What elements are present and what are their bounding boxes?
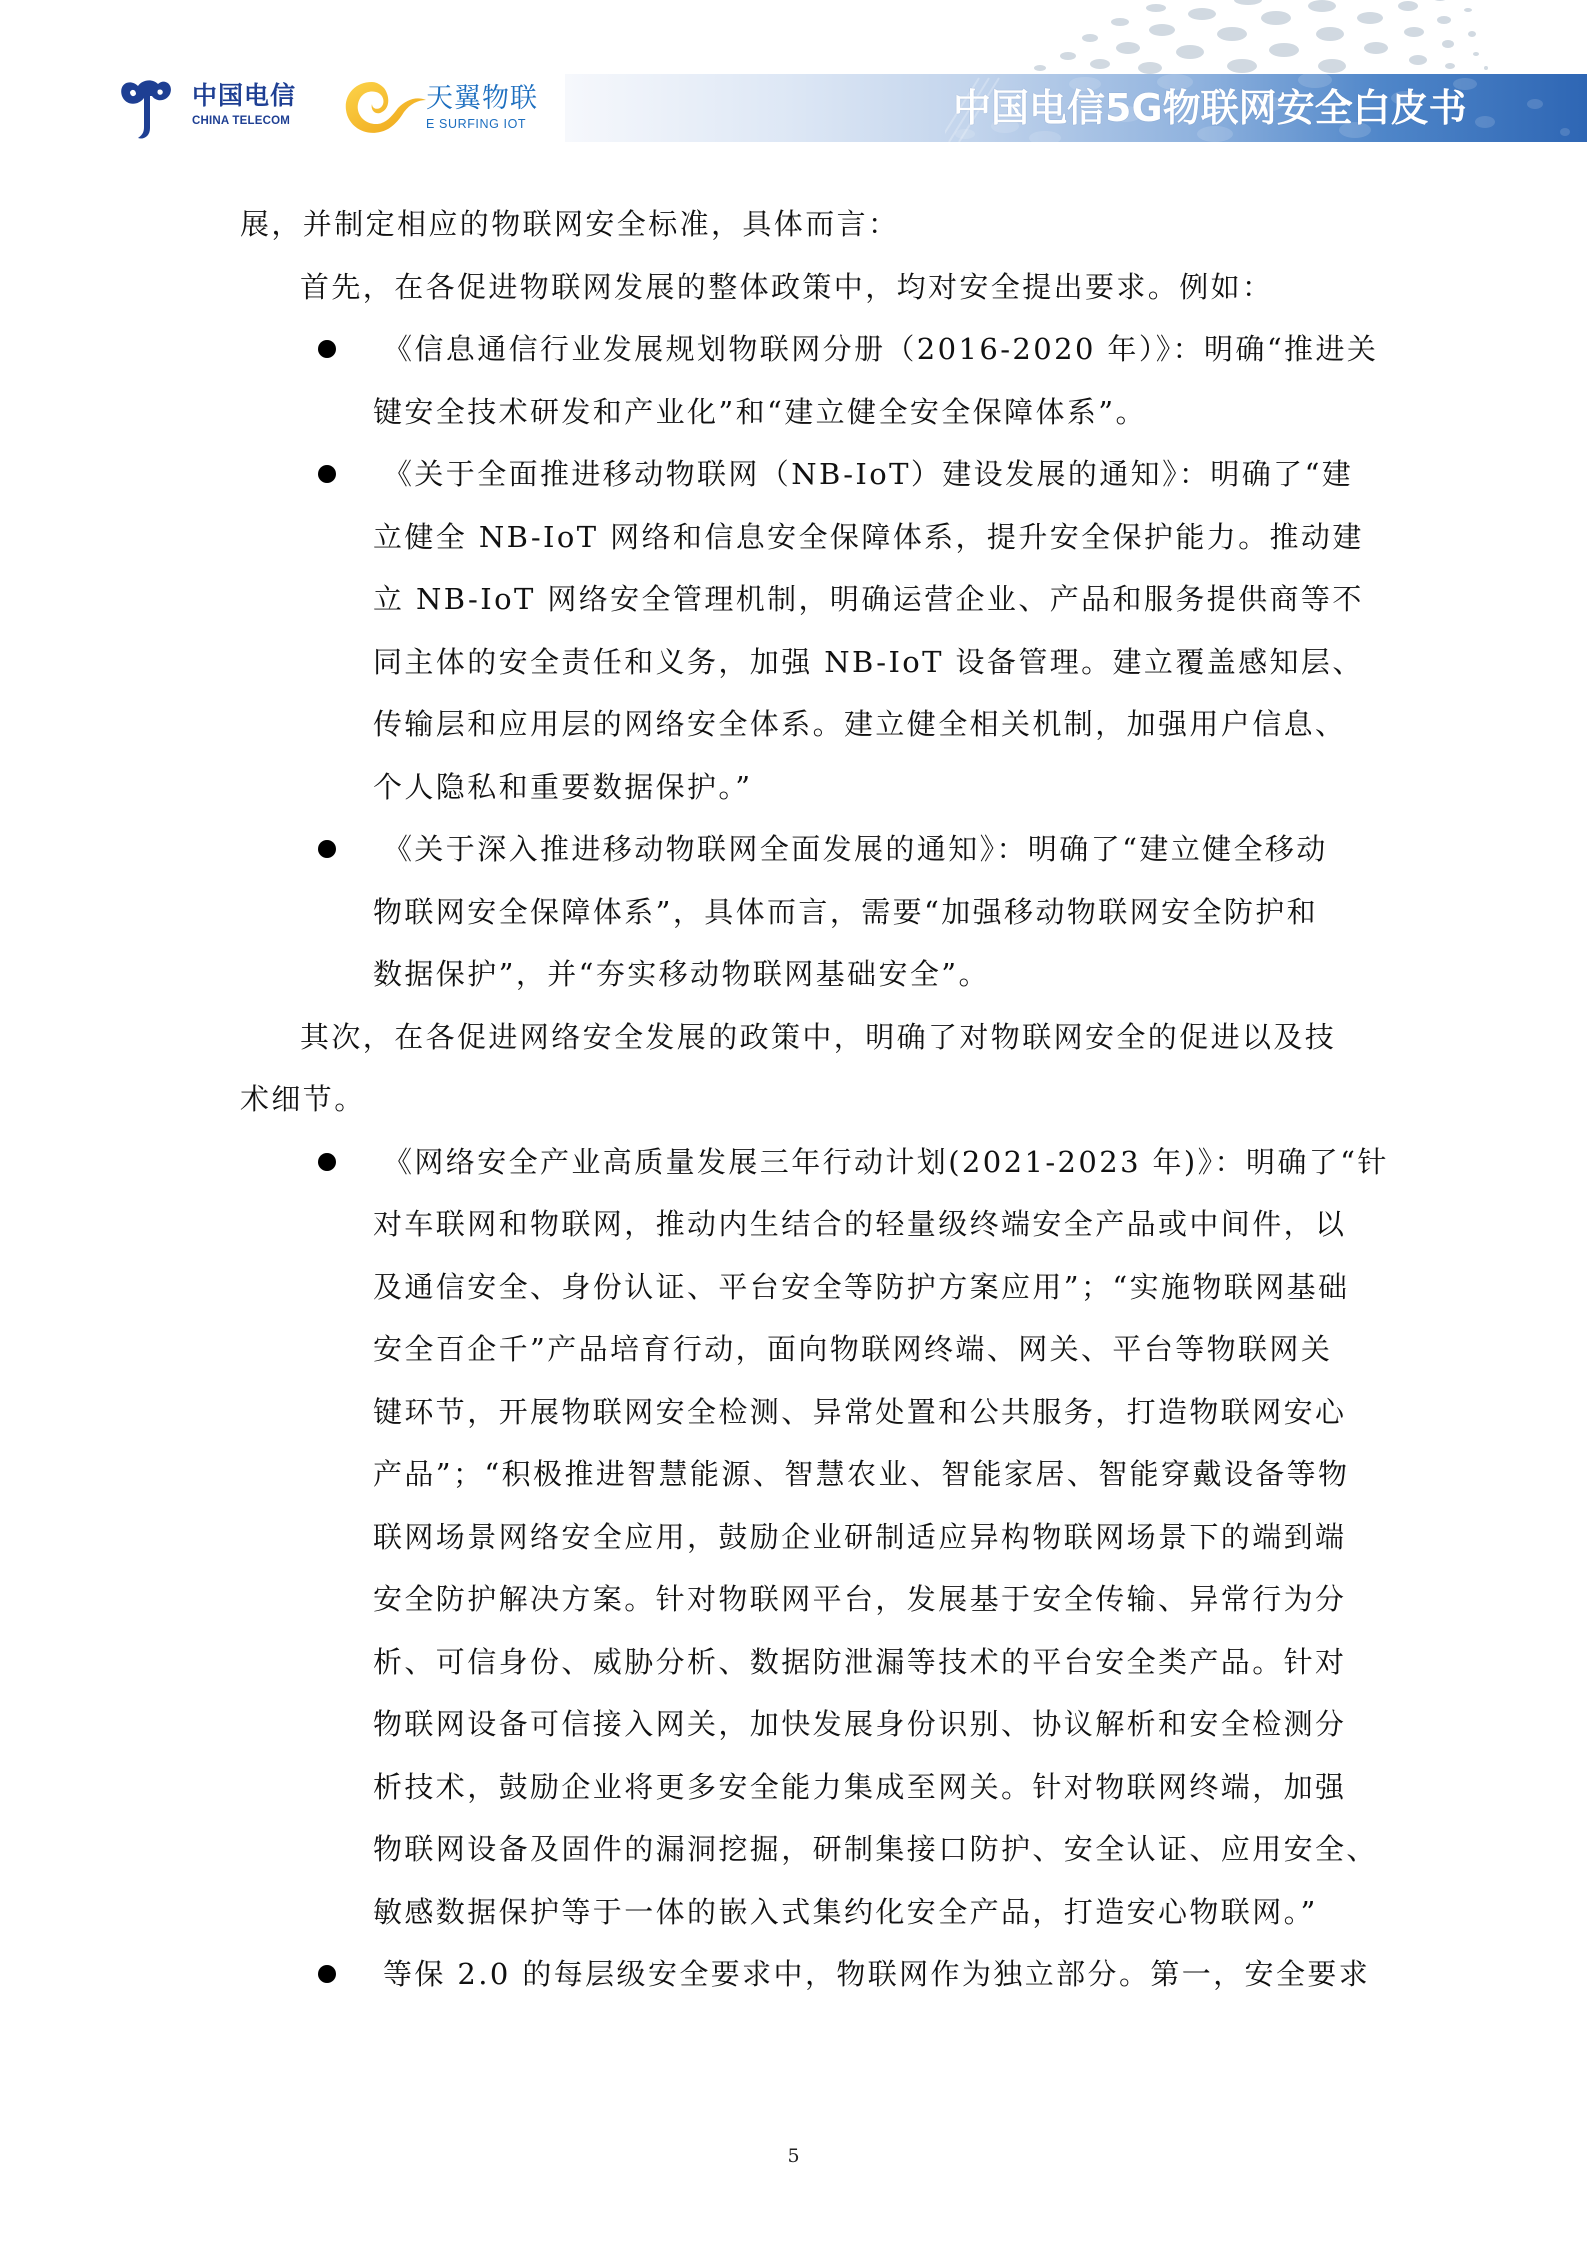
bullet-item-continuation [240, 943, 1348, 1006]
bullet-item-continuation [240, 1381, 1348, 1444]
line-text: 立健全 NB-IoT 网络和信息安全保障体系，提升安全保护能力。推动建 [373, 519, 1364, 554]
line-text: 物联网设备可信接入网关，加快发展身份识别、协议解析和安全检测分 [373, 1707, 1347, 1741]
page-header [0, 0, 1587, 160]
line-text: 物联网安全保障体系”，具体而言，需要“加强移动物联网安全防护和 [373, 894, 1319, 929]
bullet-item-continuation [240, 1256, 1348, 1319]
bullet-item-continuation [240, 631, 1364, 694]
bullet-item [240, 1131, 1389, 1194]
line-text: 析技术，鼓励企业将更多安全能力集成至网关。针对物联网终端，加强 [373, 1769, 1347, 1804]
china-telecom-emblem-icon [116, 76, 174, 140]
line-text: 《网络安全产业高质量发展三年行动计划(2021-2023 年)》：明确了“针 [383, 1144, 1389, 1179]
paragraph-first-line [240, 1006, 1348, 1069]
bullet-dot-icon [318, 1153, 336, 1171]
page-number: 5 [787, 2145, 800, 2167]
line-text: 其次，在各促进网络安全发展的政策中，明确了对物联网安全的促进以及技 [300, 1019, 1337, 1054]
line-text: 展，并制定相应的物联网安全标准，具体而言： [240, 207, 900, 241]
bullet-item-continuation [240, 506, 1364, 569]
paragraph-first-line [240, 256, 1348, 319]
line-text: 等保 2.0 的每层级安全要求中，物联网作为独立部分。第一，安全要求 [383, 1957, 1371, 1991]
line-text: 对车联网和物联网，推动内生结合的轻量级终端安全产品或中间件，以 [373, 1207, 1347, 1241]
line-text: 数据保护”，并“夯实移动物联网基础安全”。 [373, 957, 990, 991]
line-text: 析、可信身份、威胁分析、数据防泄漏等技术的平台安全类产品。针对 [373, 1644, 1347, 1679]
bullet-item-continuation [240, 1693, 1348, 1756]
bullet-item-continuation [240, 1318, 1348, 1381]
line-text: 《关于全面推进移动物联网（NB-IoT）建设发展的通知》：明确了“建 [383, 457, 1354, 491]
document-title: 中国电信5G物联网安全白皮书 [953, 86, 1467, 130]
line-text: 同主体的安全责任和义务，加强 NB-IoT 设备管理。建立覆盖感知层、 [373, 644, 1364, 679]
bullet-item-continuation [240, 1506, 1348, 1569]
bullet-item-continuation [240, 1193, 1348, 1256]
line-text: 安全百企千”产品培育行动，面向物联网终端、网关、平台等物联网关 [373, 1332, 1333, 1366]
china-telecom-logo-zh: 中国电信 [192, 81, 297, 110]
bullet-item-continuation [240, 693, 1348, 756]
title-banner [565, 74, 1587, 142]
bullet-item-continuation [240, 381, 1348, 444]
esurfing-swirl-icon [342, 78, 426, 138]
paragraph-line [240, 193, 1348, 256]
line-text: 传输层和应用层的网络安全体系。建立健全相关机制，加强用户信息、 [373, 707, 1347, 741]
line-text: 联网场景网络安全应用，鼓励企业研制适应异构物联网场景下的端到端 [373, 1519, 1347, 1554]
bullet-item [240, 818, 1348, 881]
bullet-item-continuation [240, 1818, 1378, 1881]
esurfing-logo-zh: 天翼物联 [426, 83, 538, 114]
line-text: 《关于深入推进移动物联网全面发展的通知》：明确了“建立健全移动 [383, 832, 1328, 866]
bullet-item-continuation [240, 1881, 1348, 1944]
bullet-dot-icon [318, 1965, 336, 1983]
document-body [240, 193, 1389, 2006]
line-text: 物联网设备及固件的漏洞挖掘，研制集接口防护、安全认证、应用安全、 [373, 1832, 1378, 1866]
bullet-item-continuation [240, 1631, 1348, 1694]
bullet-dot-icon [318, 340, 336, 358]
line-text: 《信息通信行业发展规划物联网分册（2016-2020 年）》：明确“推进关 [383, 332, 1379, 366]
esurfing-iot-logo [340, 74, 560, 142]
esurfing-logo-en: E SURFING IOT [426, 117, 527, 131]
bullet-item [240, 318, 1379, 381]
bullet-item [240, 443, 1354, 506]
bullet-item-continuation [240, 1756, 1348, 1819]
china-telecom-logo [112, 74, 312, 142]
line-text: 敏感数据保护等于一体的嵌入式集约化安全产品，打造安心物联网。” [373, 1894, 1318, 1929]
bullet-item-continuation [240, 1568, 1348, 1631]
line-text: 安全防护解决方案。针对物联网平台，发展基于安全传输、异常行为分 [373, 1582, 1347, 1616]
line-text: 立 NB-IoT 网络安全管理机制，明确运营企业、产品和服务提供商等不 [373, 582, 1364, 616]
line-text: 键安全技术研发和产业化”和“建立健全安全保障体系”。 [373, 394, 1147, 429]
bullet-item-continuation [240, 881, 1348, 944]
bullet-dot-icon [318, 840, 336, 858]
line-text: 产品”；“积极推进智慧能源、智慧农业、智能家居、智能穿戴设备等物 [373, 1457, 1350, 1491]
china-telecom-logo-en: CHINA TELECOM [192, 115, 291, 127]
bullet-item [240, 1943, 1371, 2006]
line-text: 首先，在各促进物联网发展的整体政策中，均对安全提出要求。例如： [300, 269, 1274, 304]
dotted-globe-decoration [980, 0, 1540, 76]
line-text: 术细节。 [240, 1082, 366, 1116]
bullet-item-continuation [240, 568, 1364, 631]
bullet-item-continuation [240, 1443, 1348, 1506]
bullet-dot-icon [318, 465, 336, 483]
line-text: 键环节，开展物联网安全检测、异常处置和公共服务，打造物联网安心 [373, 1394, 1347, 1429]
line-text: 个人隐私和重要数据保护。” [373, 769, 753, 804]
line-text: 及通信安全、身份认证、平台安全等防护方案应用”；“实施物联网基础 [373, 1269, 1350, 1304]
paragraph-line [240, 1068, 1348, 1131]
bullet-item-continuation [240, 756, 1348, 819]
